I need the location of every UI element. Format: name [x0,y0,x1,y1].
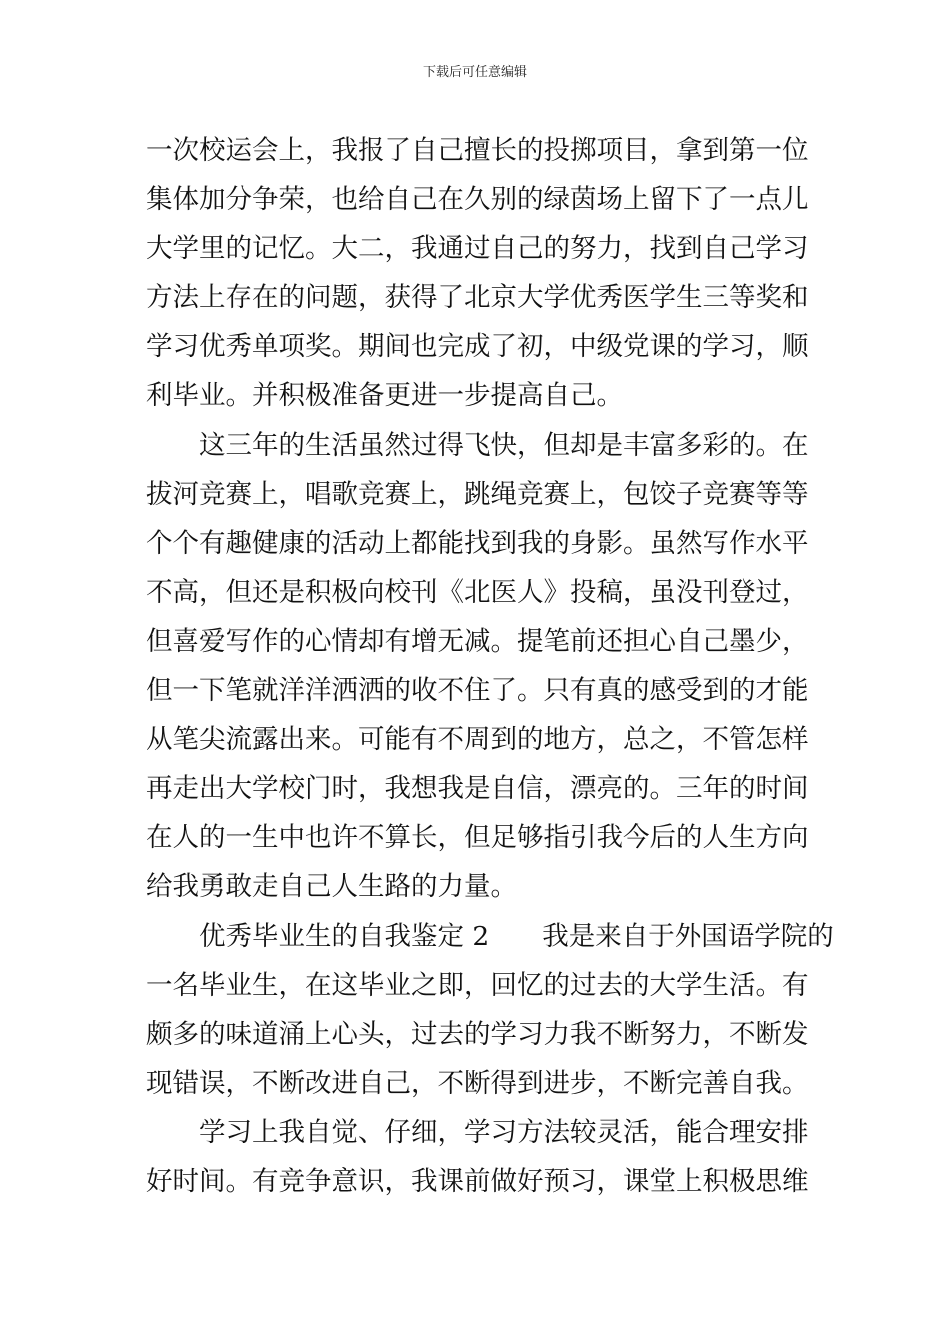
text-line: 优秀毕业生的自我鉴定 2 我是来自于外国语学院的 [199,920,834,952]
text-line: 再走出大学校门时，我想我是自信，漂亮的。三年的时间 [146,773,809,805]
text-line: 集体加分争荣，也给自己在久别的绿茵场上留下了一点儿 [146,184,809,216]
text-line: 在人的一生中也许不算长，但足够指引我今后的人生方向 [146,822,809,854]
text-line: 好时间。有竞争意识，我课前做好预习，课堂上积极思维 [146,1165,809,1197]
text-line: 给我勇敢走自己人生路的力量。 [146,871,517,903]
text-line: 大学里的记忆。大二，我通过自己的努力，找到自己学习 [146,233,809,265]
text-line: 一次校运会上，我报了自己擅长的投掷项目，拿到第一位 [146,135,809,166]
text-line: 学习优秀单项奖。期间也完成了初，中级党课的学习，顺 [146,331,809,363]
text-line: 这三年的生活虽然过得飞快，但却是丰富多彩的。在 [199,429,809,461]
text-line: 学习上我自觉、仔细，学习方法较灵活，能合理安排 [199,1116,809,1148]
text-line: 不高，但还是积极向校刊《北医人》投稿，虽没刊登过， [146,576,809,608]
text-line: 但喜爱写作的心情却有增无减。提笔前还担心自己墨少， [146,625,809,657]
document-body [146,126,834,1206]
text-line: 个个有趣健康的活动上都能找到我的身影。虽然写作水平 [146,527,809,559]
text-line: 拔河竞赛上，唱歌竞赛上，跳绳竞赛上，包饺子竞赛等等 [146,478,809,510]
page-header-note: 下载后可任意编辑 [422,65,527,80]
text-line: 利毕业。并积极准备更进一步提高自己。 [146,380,623,412]
text-line: 现错误，不断改进自己，不断得到进步，不断完善自我。 [146,1067,809,1099]
text-line: 但一下笔就洋洋洒洒的收不住了。只有真的感受到的才能 [146,675,809,707]
text-line: 方法上存在的问题，获得了北京大学优秀医学生三等奖和 [146,282,809,314]
text-line: 一名毕业生，在这毕业之即，回忆的过去的大学生活。有 [146,969,809,1001]
text-line: 从笔尖流露出来。可能有不周到的地方，总之，不管怎样 [146,724,809,756]
text-line: 颇多的味道涌上心头，过去的学习力我不断努力，不断发 [146,1018,809,1050]
